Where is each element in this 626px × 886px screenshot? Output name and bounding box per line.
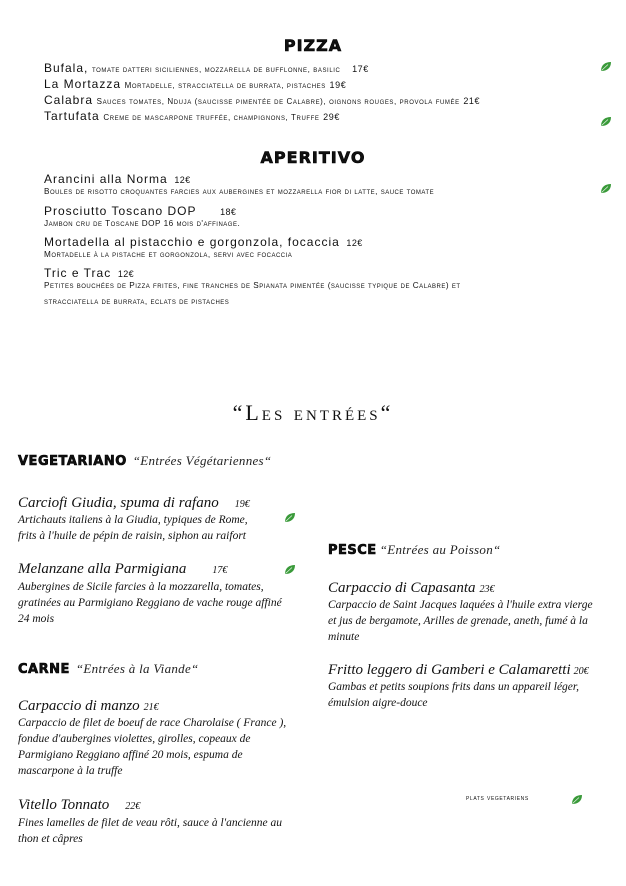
aperitivo-item-arancini: Arancini alla Norma 12€: [44, 172, 191, 186]
carne-heading: CARNE “Entrées à la Viande“: [18, 661, 199, 677]
pizza-item-calabra: Calabra Sauces tomates, Nduja (saucisse pimentée de Calabre), oignons rouges, provola fumée 21€: [44, 93, 481, 107]
dish-fritto: Fritto leggero di Gamberi e Calamaretti 20€: [328, 662, 589, 678]
dish-carpaccio-capasanta-desc: Carpaccio de Saint Jacques laquées à l'huile extra vierge et jus de bergamote, Arilles de grenade, aneth, fumé à la minute: [328, 599, 593, 643]
legend-label: plats vegetariens: [466, 795, 529, 802]
pizza-title: PIZZA: [283, 36, 343, 55]
aperitivo-desc-arancini: Boules de risotto croquantes farcies aux aubergines et mozzarella fior di latte, sauce tomate: [44, 187, 435, 196]
dish-carpaccio-manzo-desc: Carpaccio de filet de boeuf de race Charolaise ( France ), fondue d'aubergines violettes, girolles, copeaux de Parmigiano Reggiano affiné 20 mois, espuma de mascarpone à la truffe: [18, 717, 287, 777]
aperitivo-item-mortadella: Mortadella al pistacchio e gorgonzola, focaccia 12€: [44, 235, 363, 249]
aperitivo-desc-prosciutto: Jambon cru de Toscane DOP 16 mois d'affinage.: [44, 219, 241, 228]
vegetariano-heading: VEGETARIANO “Entrées Végétariennes“: [18, 453, 272, 469]
dish-melanzane: Melanzane alla Parmigiana 17€: [18, 561, 228, 577]
dish-carpaccio-manzo: Carpaccio di manzo 21€: [18, 698, 159, 714]
aperitivo-item-prosciutto: Prosciutto Toscano DOP 18€: [44, 204, 237, 218]
pesce-heading: PESCE “Entrées au Poisson“: [328, 542, 501, 558]
leaf-icon: [284, 564, 296, 575]
pizza-item-tartufata: Tartufata Creme de mascarpone truffée, champignons, Truffe 29€: [44, 109, 340, 123]
dish-vitello-desc: Fines lamelles de filet de veau rôti, sauce à l'ancienne au thon et câpres: [18, 817, 283, 845]
pizza-item-bufala: Bufala, tomate datteri siciliennes, mozzarella de bufflonne, basilic 17€: [44, 61, 369, 75]
entrees-title: “Les entrées“: [232, 400, 394, 425]
aperitivo-desc-tric-e-trac-1: Petites bouchées de Pizza frites, fine tranches de Spianata pimentée (saucisse typique de Calabre) et: [44, 281, 461, 290]
dish-carciofi: Carciofi Giudia, spuma di rafano 19€: [18, 495, 250, 511]
dish-carciofi-desc: Artichauts italiens à la Giudia, typiques de Rome, frits à l'huile de pépin de raisin, siphon au raifort: [18, 514, 248, 542]
leaf-icon: [284, 512, 296, 523]
dish-carpaccio-capasanta: Carpaccio di Capasanta 23€: [328, 580, 495, 596]
leaf-icon: [571, 794, 583, 805]
aperitivo-desc-mortadella: Mortadelle à la pistache et gorgonzola, servi avec focaccia: [44, 250, 293, 259]
aperitivo-title: APERITIVO: [260, 148, 366, 167]
leaf-icon: [600, 61, 612, 72]
leaf-icon: [600, 116, 612, 127]
dish-vitello: Vitello Tonnato 22€: [18, 797, 141, 813]
dish-melanzane-desc: Aubergines de Sicile farcies à la mozzarella, tomates, gratinées au Parmigiano Reggiano de vache rouge affiné 24 mois: [18, 581, 282, 625]
aperitivo-desc-tric-e-trac-2: stracciatella de burrata, eclats de pistaches: [44, 297, 230, 306]
pizza-item-mortazza: La Mortazza Mortadelle, stracciatella de burrata, pistaches 19€: [44, 77, 347, 91]
dish-fritto-desc: Gambas et petits soupions frits dans un appareil léger, émulsion aigre-douce: [328, 681, 579, 709]
leaf-icon: [600, 183, 612, 194]
aperitivo-item-tric-e-trac: Tric e Trac 12€: [44, 266, 135, 280]
